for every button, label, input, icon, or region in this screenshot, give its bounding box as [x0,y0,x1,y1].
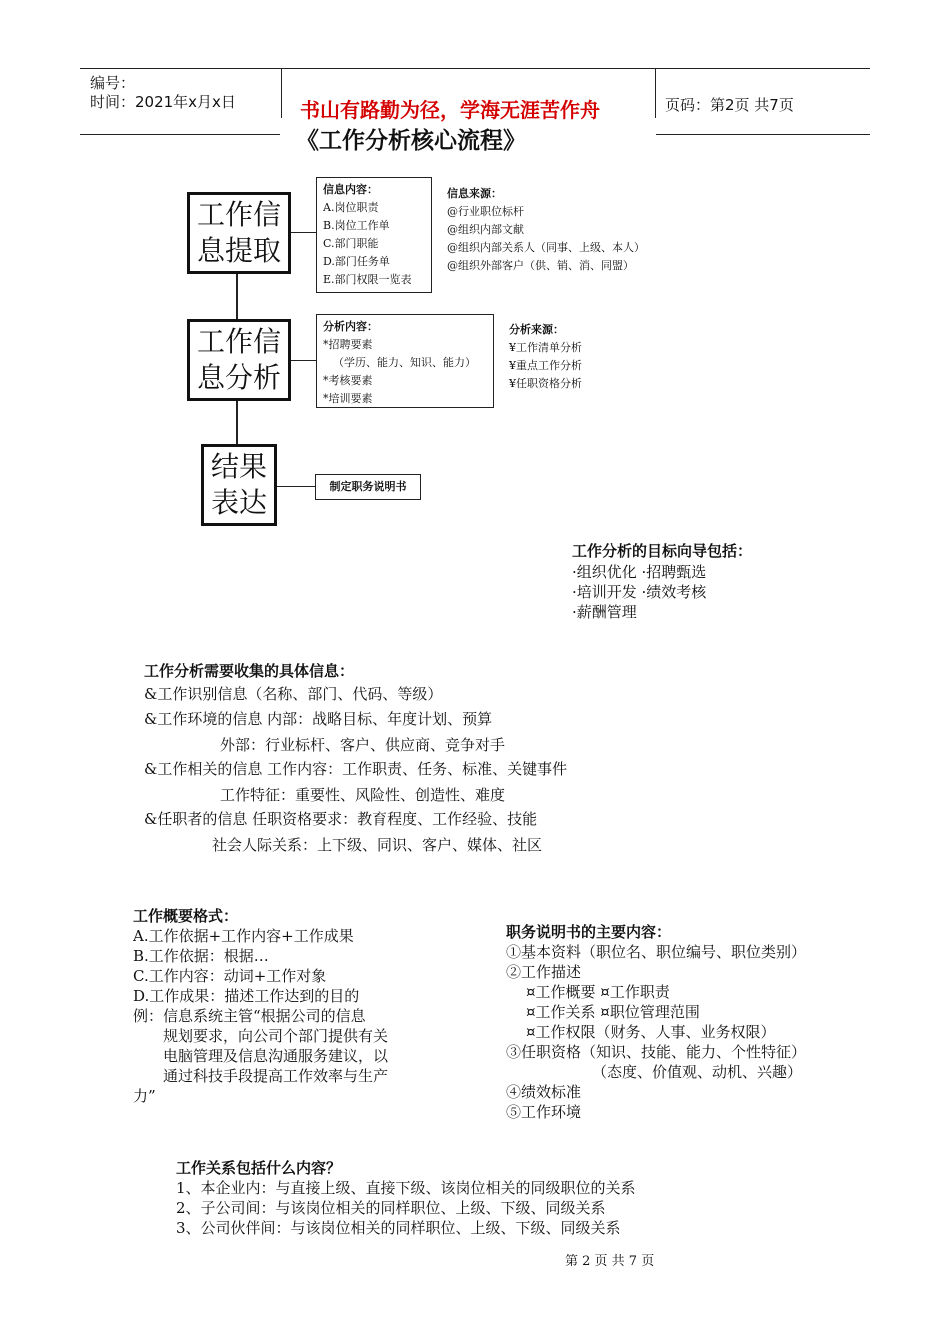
connector-info [291,232,316,233]
relations-line: 1、本企业内：与直接上级、直接下级、该岗位相关的同级职位的关系 [176,1179,636,1197]
relations-title: 工作关系包括什么内容？ [176,1159,342,1177]
header-date: 时间：2021年x月x日 [90,93,236,111]
connector-result [277,486,315,487]
info-item: C.部门职能 [323,237,379,250]
relations-line: 3、公司伙伴间：与该岗位相关的同样职位、上级、下级、同级关系 [176,1219,621,1237]
summary-line: A.工作依据+工作内容+工作成果 [133,927,354,945]
summary-line: 力” [133,1087,156,1105]
header-divider-left [281,68,282,118]
page-footer: 第 2 页 共 7 页 [565,1254,655,1269]
collect-line: 社会人际关系：上下级、同识、客户、媒体、社区 [212,836,543,854]
page-title: 《工作分析核心流程》 [296,127,526,154]
header-top-rule [80,68,870,69]
info-source-block [447,185,645,275]
collect-line: &工作识别信息（名称、部门、代码、等级） [144,685,443,703]
analysis-source-item: ¥任职资格分析 [509,377,582,390]
jd-line: ③任职资格（知识、技能、能力、个性特征） [506,1043,807,1061]
jd-line: ④绩效标准 [506,1083,582,1101]
title-rule-left [80,134,280,135]
analysis-source-block [509,321,582,393]
jd-line: ¤工作概要 ¤工作职责 [526,983,670,1001]
flow-step-result-label: 结果表达 [210,450,267,519]
title-rule-right [656,134,870,135]
summary-line: D.工作成果：描述工作达到的目的 [133,987,360,1005]
goals-line: ·培训开发 ·绩效考核 [572,583,707,601]
jd-line: ¤工作关系 ¤职位管理范围 [526,1003,700,1021]
analysis-content-title: 分析内容： [323,320,378,333]
flow-step-analyze-label: 工作信息分析 [196,325,281,394]
flow-step-analyze [187,319,291,401]
relations-block [176,1158,636,1238]
summary-line: 规划要求，向公司个部门提供有关 [163,1027,389,1045]
analysis-source-title: 分析来源： [509,323,564,336]
analysis-source-item: ¥工作清单分析 [509,341,582,354]
flow-connector-1 [236,272,238,320]
jd-line: ①基本资料（职位名、职位编号、职位类别） [506,943,807,961]
jd-line: （态度、价值观、动机、兴趣） [592,1063,803,1081]
info-source-item: @行业职位标杆 [447,205,524,218]
jd-block [506,922,806,1122]
summary-line: C.工作内容：动词+工作对象 [133,967,327,985]
collect-line: 工作特征：重要性、风险性、创造性、难度 [220,786,506,804]
goals-title: 工作分析的目标向导包括： [572,542,753,560]
relations-line: 2、子公司间：与该岗位相关的同样职位、上级、下级、同级关系 [176,1199,606,1217]
summary-line: 电脑管理及信息沟通服务建议，以 [163,1047,389,1065]
info-source-item: @组织内部关系人（同事、上级、本人） [447,241,645,254]
goals-block [572,540,752,622]
info-item: D.部门任务单 [323,255,390,268]
summary-title: 工作概要格式： [133,907,239,925]
connector-analysis [291,360,316,361]
info-source-title: 信息来源： [447,187,502,200]
analysis-item: *培训要素 [323,392,373,405]
jd-line: ⑤工作环境 [506,1103,582,1121]
summary-line: 通过科技手段提高工作效率与生产 [163,1067,389,1085]
collect-line: &任职者的信息 任职资格要求：教育程度、工作经验、技能 [144,810,538,828]
result-box [315,474,421,500]
collect-line: 外部：行业标杆、客户、供应商、竞争对手 [220,736,506,754]
jd-title: 职务说明书的主要内容： [506,923,672,941]
jd-line: ②工作描述 [506,963,582,981]
summary-line: B.工作依据：根据… [133,947,269,965]
jd-line: ¤工作权限（财务、人事、业务权限） [526,1023,776,1041]
summary-line: 例：信息系统主管“根据公司的信息 [133,1007,366,1025]
analysis-content-box [316,314,494,408]
info-item: A.岗位职责 [323,201,379,214]
info-content-title: 信息内容： [323,183,378,196]
analysis-item: *招聘要素 [323,338,373,351]
analysis-item: （学历、能力、知识、能力） [333,356,476,369]
analysis-item: *考核要素 [323,374,373,387]
goals-line: ·组织优化 ·招聘甄选 [572,563,707,581]
header-page: 页码：第2页 共7页 [665,96,794,114]
analysis-source-item: ¥重点工作分析 [509,359,582,372]
info-item: E.部门权限一览表 [323,273,412,286]
info-content-box [316,177,432,293]
collect-line: &工作相关的信息 工作内容：工作职责、任务、标准、关键事件 [144,760,568,778]
collect-title: 工作分析需要收集的具体信息： [144,662,355,680]
flow-step-extract [187,192,291,274]
info-source-item: @组织外部客户（供、销、消、同盟） [447,259,634,272]
header-number: 编号： [90,74,136,92]
info-item: B.岗位工作单 [323,219,390,232]
flow-step-result [201,444,277,526]
summary-block [133,906,463,1106]
info-source-item: @组织内部文献 [447,223,524,236]
header-motto: 书山有路勤为径，学海无涯苦作舟 [300,98,600,122]
header-divider-right [655,68,656,118]
flow-connector-2 [236,401,238,445]
flow-step-extract-label: 工作信息提取 [196,198,281,267]
result-box-label: 制定职务说明书 [329,480,407,493]
goals-line: ·薪酬管理 [572,603,637,621]
collect-line: &工作环境的信息 内部：战略目标、年度计划、预算 [144,710,493,728]
